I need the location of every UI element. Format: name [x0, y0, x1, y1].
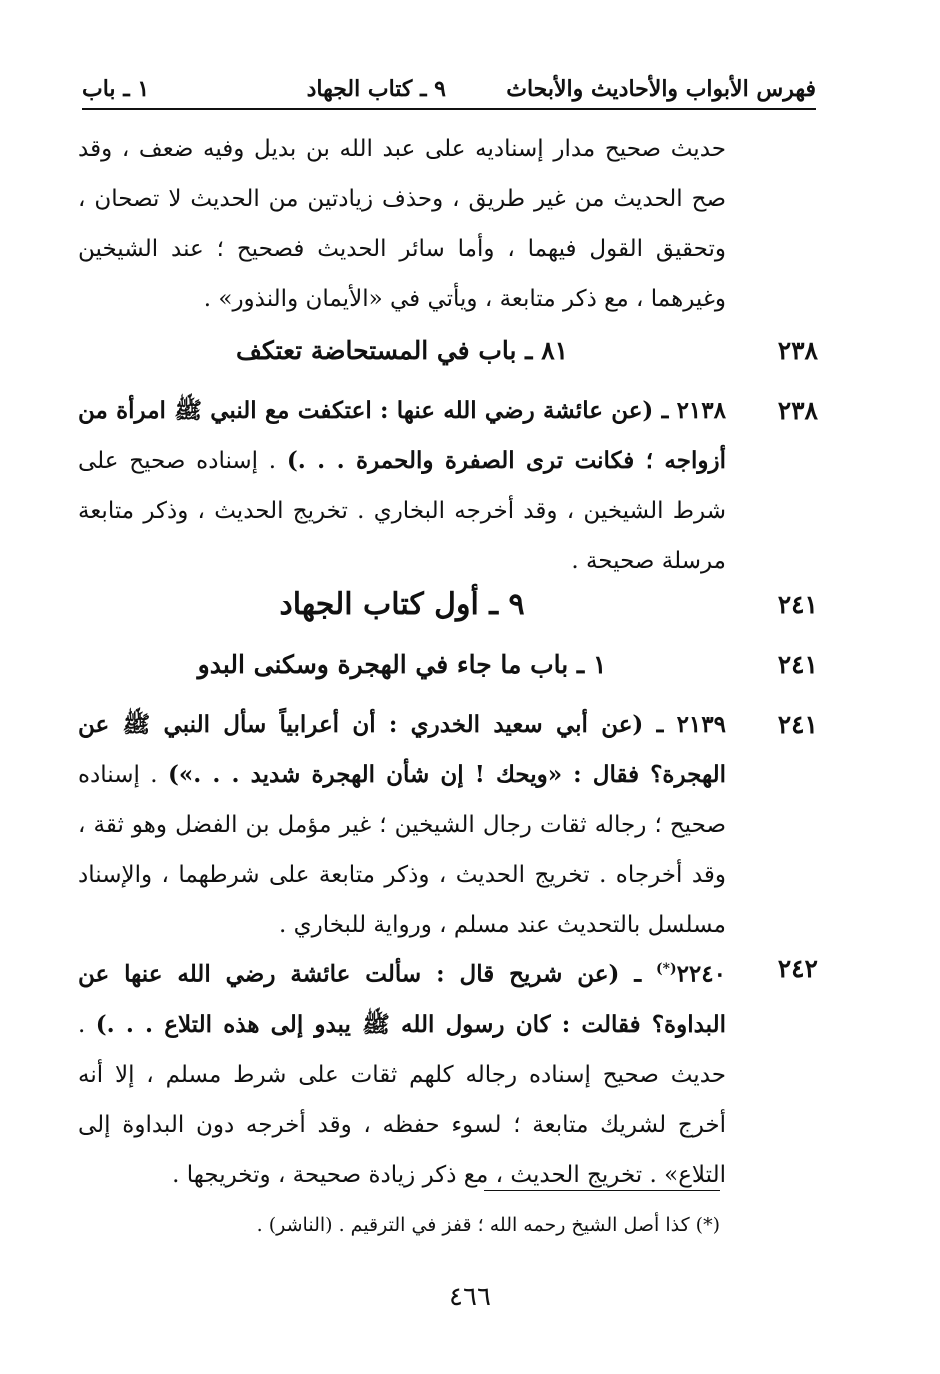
section-81-title: ٨١ ـ باب في المستحاضة تعتكف [235, 336, 569, 365]
intro-paragraph: حديث صحيح مدار إسناديه على عبد الله بن بديل وفيه ضعف ، وقد صح الحديث من غير طريق ، وحذف زيادتين من الحديث لا تصحان ، وتحقيق القول فيهما ، وأما سائر الحديث فصحيح ؛ عند الشيخين وغيرهما ، مع ذكر متابعة ، ويأتي في «الأيمان والنذور» . [78, 136, 726, 312]
header-chapter-title: ١ ـ باب [82, 76, 150, 102]
hadith-2138-page: ٢٣٨ [777, 396, 818, 425]
section-81-page: ٢٣٨ [777, 336, 818, 365]
section-1-title: ١ ـ باب ما جاء في الهجرة وسكنى البدو [197, 650, 607, 679]
hadith-2139-entry [78, 700, 818, 940]
hadith-2240-commentary: . حديث صحيح إسناده رجاله كلهم ثقات على شرط مسلم ، إلا أنه أخرج لشريك متابعة ؛ لسوء حفظه ، وقد أخرجه دون البداوة إلى التلاع» . تخريج الحديث ، مع ذكر زيادة صحيحة ، وتخريجها . [78, 1011, 726, 1188]
hadith-2240-footnote-marker: (*) [656, 961, 677, 977]
hadith-2139-page: ٢٤١ [777, 710, 818, 739]
hadith-2240-body [78, 944, 726, 1200]
section-1-entry [78, 640, 818, 690]
hadith-2138-commentary: . إسناده صحيح على شرط الشيخين ، وقد أخرجه البخاري . تخريج الحديث ، وذكر متابعة مرسلة صحيحة . [78, 448, 726, 574]
intro-entry [78, 124, 818, 324]
running-header [82, 70, 816, 110]
footnote-divider [484, 1190, 720, 1191]
hadith-2139-quote: ٢١٣٩ ـ (عن أبي سعيد الخدري : أن أعرابياً سأل النبي ﷺ عن الهجرة؟ فقال : «ويحك ! إن شأن الهجرة شديد . . .») [78, 711, 726, 788]
book-9-entry [78, 580, 818, 634]
section-81-entry [78, 326, 818, 376]
hadith-2139-commentary: . إسناده صحيح ؛ رجاله ثقات رجال الشيخين ؛ غير مؤمل بن الفضل وهو ثقة ، وقد أخرجاه . تخريج الحديث ، وذكر متابعة على شرطهما ، والإسناد مسلسل بالتحديث عند مسلم ، ورواية للبخاري . [78, 762, 726, 938]
hadith-2240-quote: ـ (عن شريح قال : سألت عائشة رضي الله عنها عن البداوة؟ فقالت : كان رسول الله ﷺ يبدو إلى هذه التلاع . . .) [78, 960, 726, 1038]
page-number: ٤٦٦ [449, 1282, 491, 1312]
header-index-title: فهرس الأبواب والأحاديث والأبحاث [506, 76, 816, 102]
book-9-title: ٩ ـ أول كتاب الجهاد [279, 587, 525, 622]
footnote: (*) كذا أصل الشيخ رحمه الله ؛ قفز في الترقيم . (الناشر) . [256, 1214, 720, 1236]
section-1-page: ٢٤١ [777, 650, 818, 679]
hadith-2138-body [78, 386, 726, 586]
hadith-2139-body [78, 700, 726, 950]
hadith-2240-page: ٢٤٢ [777, 954, 818, 983]
hadith-2138-quote: ٢١٣٨ ـ (عن عائشة رضي الله عنها : اعتكفت مع النبي ﷺ امرأة من أزواجه ؛ فكانت ترى الصفرة والحمرة . . .) [78, 397, 726, 474]
hadith-2240-number: ٢٢٤٠ [676, 960, 726, 988]
header-book-title: ٩ ـ كتاب الجهاد [306, 76, 446, 102]
hadith-2240-entry [78, 944, 818, 1188]
book-9-page: ٢٤١ [777, 590, 818, 619]
hadith-2138-entry [78, 386, 818, 586]
